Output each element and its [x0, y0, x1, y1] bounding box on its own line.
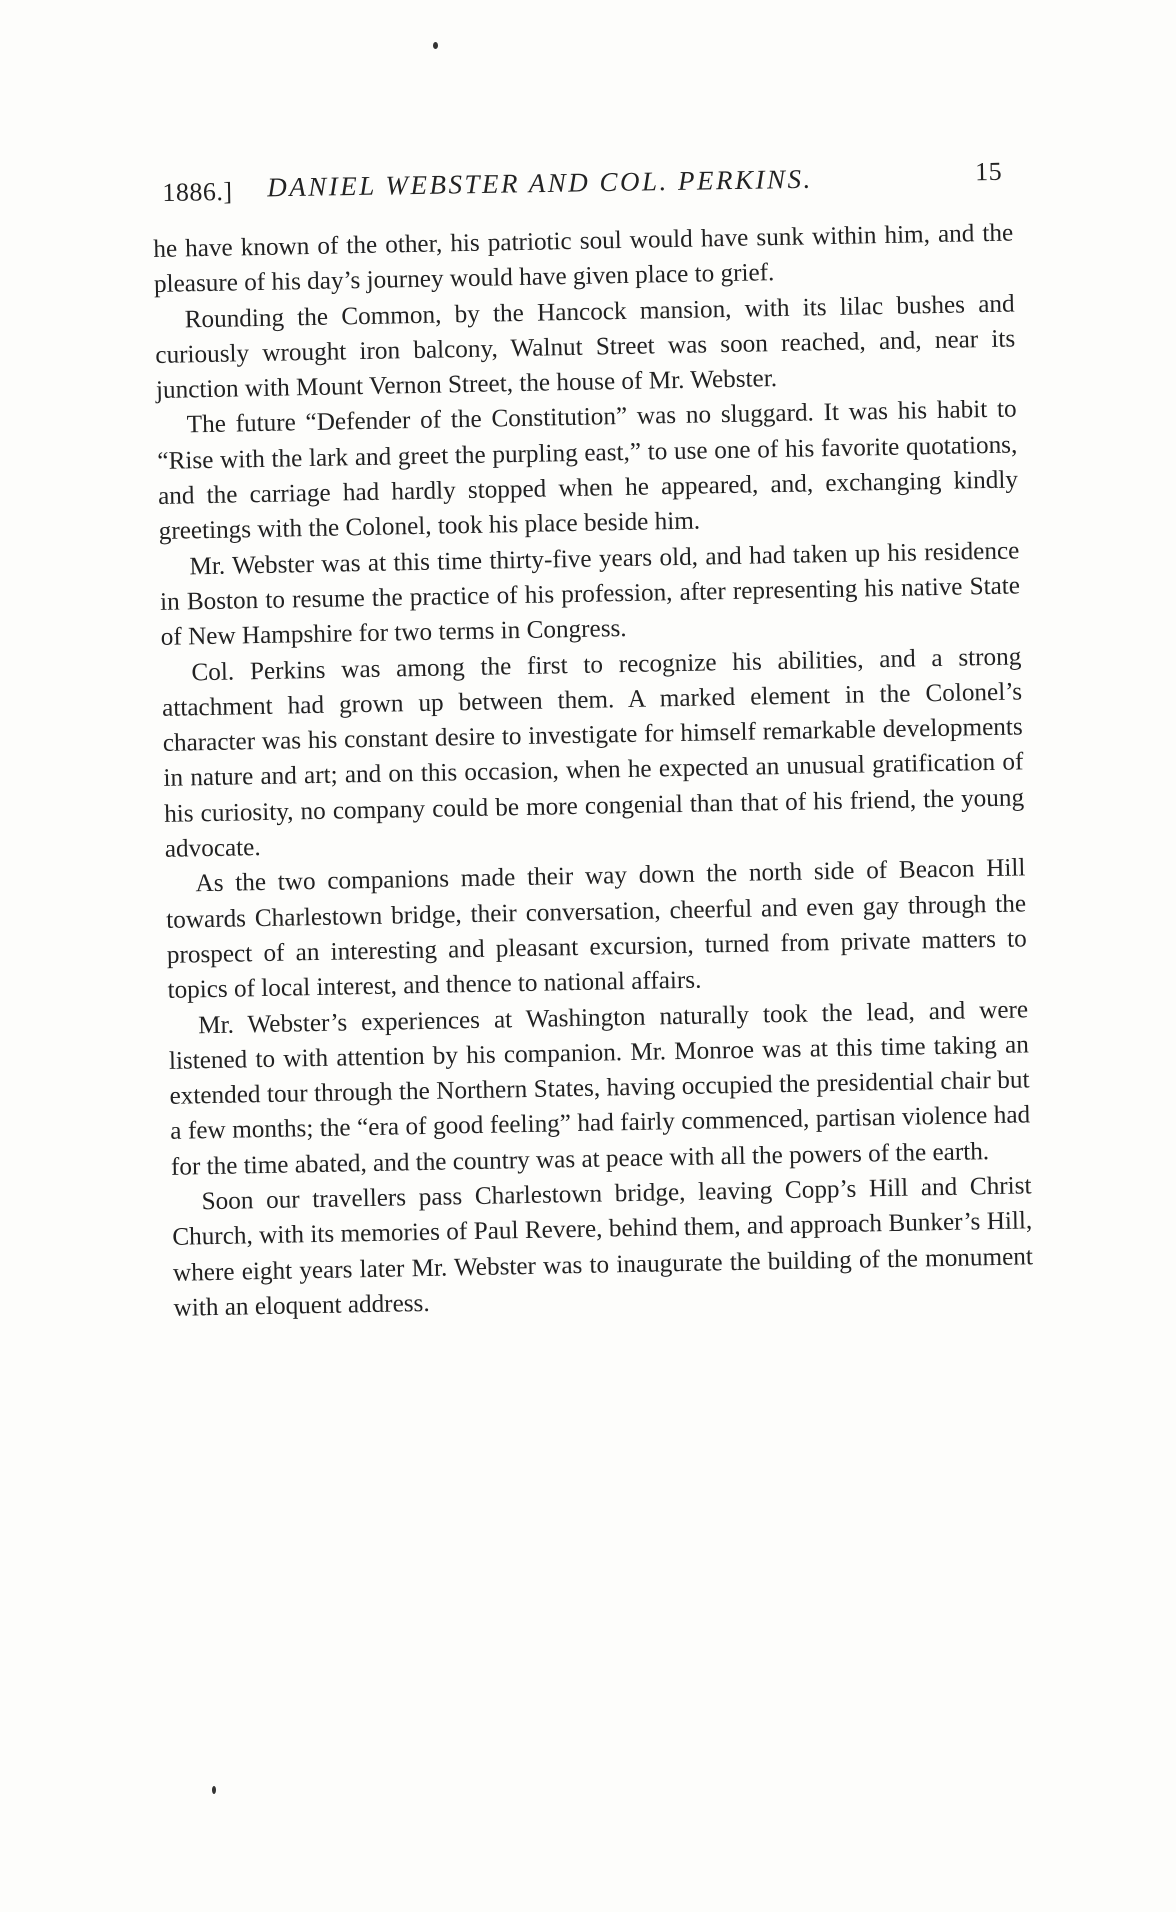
paragraph: Mr. Webster was at this time thirty-five years old, and had taken up his residence in Boston to resume the practice of his profession, after representing his native State of New Hampshire for two terms in Congress.	[159, 537, 1021, 652]
page-number: 15	[974, 156, 1003, 187]
ink-speck	[433, 42, 438, 49]
paragraph: As the two companions made their way down the north side of Beacon Hill towards Charlestown bridge, their conversation, cheerful and even gay through the prospect of an interesting and pleasant excursion, turned from private matters to topics of local interest, and thence to national affairs.	[165, 854, 1027, 1005]
paragraph: Col. Perkins was among the first to recognize his abilities, and a strong attachment had grown up between them. A marked element in the Colonel’s character was his constant desire to investigate for himself remarkable developments in nature and art; and on this occasion, when he expected an unusual gratification of his curiosity, no company could be more congenial than that of his friend, the young advocate.	[161, 642, 1025, 863]
paragraph: Soon our travellers pass Charlestown bridge, leaving Copp’s Hill and Christ Church, with its memories of Paul Revere, behind them, and approach Bunker’s Hill, where eight years later Mr. Webster was to inaugurate the building of the monument with an eloquent address.	[172, 1172, 1034, 1322]
paragraph: The future “Defender of the Constitution” was no sluggard. It was his habit to “Rise with the lark and greet the purpling east,” to use one of his favorite quotations, and the carriage had hardly stopped when he appeared, and, exchanging kindly greetings with the Colonel, took his place beside him.	[157, 395, 1019, 546]
running-header	[162, 157, 1003, 210]
paragraph: Rounding the Common, by the Hancock mansion, with its lilac bushes and curiously wrought iron balcony, Walnut Street was soon reached, and, near its junction with Mount Vernon Street, the house of Mr. Webster.	[155, 290, 1016, 405]
running-title: DANIEL WEBSTER AND COL. PERKINS.	[267, 163, 813, 203]
body-text	[153, 215, 1034, 1326]
paragraph: Mr. Webster’s experiences at Washington naturally took the lead, and were listened to with attention by his companion. Mr. Monroe was at this time taking an extended tour through the Northern States, having occupied the presidential chair but a few months; the “era of good feeling” had fairly commenced, partisan violence had for the time abated, and the country was at peace with all the powers of the earth.	[168, 995, 1031, 1181]
ink-speck	[212, 1786, 216, 1794]
header-year: 1886.]	[162, 176, 233, 207]
paragraph-continued: he have known of the other, his patriotic soul would have sunk within him, and the pleasure of his day’s journey would have given place to grief.	[153, 219, 1014, 299]
